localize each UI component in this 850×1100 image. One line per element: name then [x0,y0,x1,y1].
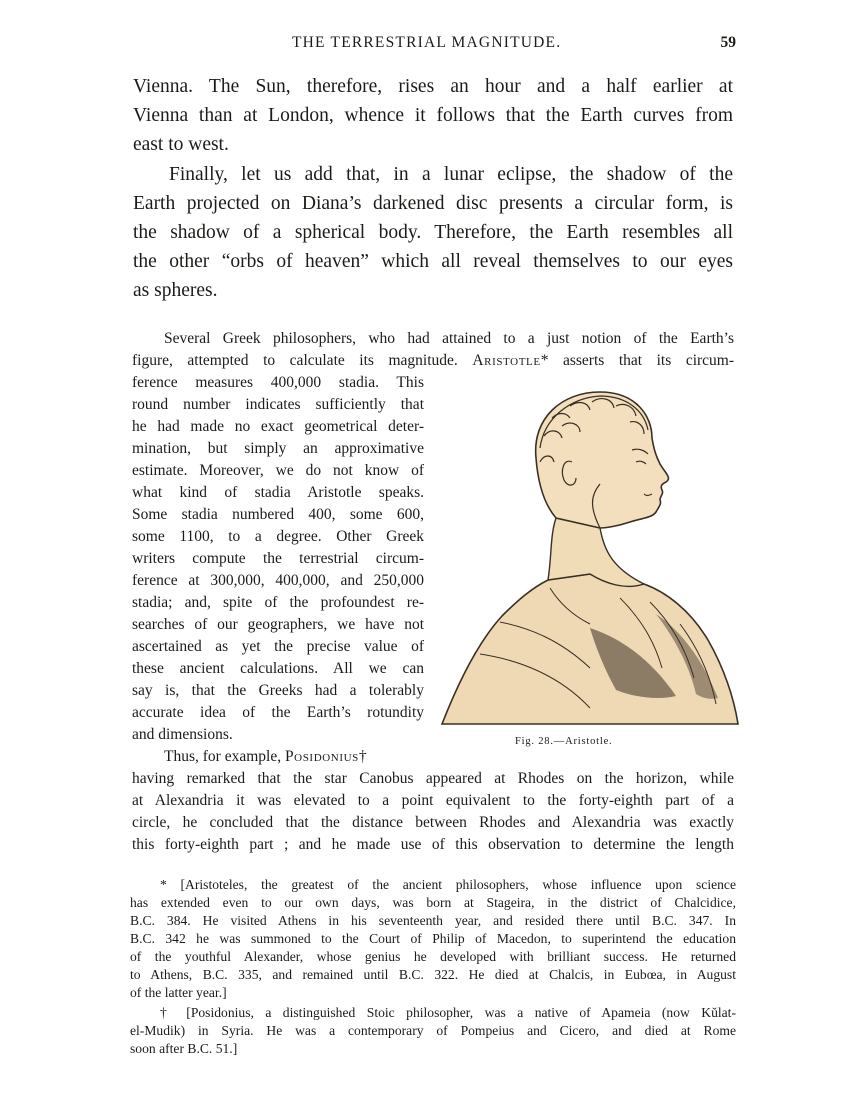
para2-line-1: Finally, let us add that, in a lunar eclipse, the shadow of the [169,164,733,185]
para3-col-line-7: Some stadia numbered 400, some 600, [132,506,424,523]
para3-col-line-14: these ancient calculations. All we can [132,660,424,677]
para3-col-line-17: and dimensions. [132,726,233,743]
para4-line-5: this forty-eighth part ; and he made use of this observation to determine the length [132,836,734,853]
para3-col-line-3: he had made no exact geometrical deter- [132,418,424,435]
para3-col-line-8: some 1100, to a degree. Other Greek [132,528,424,545]
footnote1-line-3: B.C. 384. He visited Athens in his seventeenth year, and resided there until B.C. 347. In [130,913,736,928]
para4-line-4: circle, he concluded that the distance between Rhodes and Alexandria was exactly [132,814,734,831]
footnote1-line-1: * [Aristoteles, the greatest of the ancient philosophers, whose influence upon science [160,877,736,892]
figure-caption: Fig. 28.—Aristotle. [515,736,613,747]
para3-line-2 [132,350,734,372]
para3-col-line-2: round number indicates sufficiently that [132,396,424,413]
footnote1-line-5: of the youthful Alexander, whose genius he developed with brilliant success. He returned [130,949,736,964]
para3-col-line-5: estimate. Moreover, we do not know of [132,462,424,479]
footnote1-line-7: of the latter year.] [130,985,227,1000]
para2-line-5: as spheres. [133,280,218,301]
aristotle-bust-figure [440,378,740,730]
aristotle-name: Aristotle [472,352,541,369]
footnote1-line-2: has extended even to our own days, was born at Stageira, in the district of Chalcidice, [130,895,736,910]
bust-drapery [442,574,738,724]
page-number: 59 [720,34,736,51]
para3-line-1: Several Greek philosophers, who had attained to a just notion of the Earth’s [164,330,734,347]
para1-line-3: east to west. [133,134,229,155]
aristotle-bust-illustration [440,378,740,730]
para3-col-line-1: ference measures 400,000 stadia. This [132,374,424,391]
para3-col-line-16: accurate idea of the Earth’s rotundity [132,704,424,721]
para2-line-2: Earth projected on Diana’s darkened disc presents a circular form, is [133,193,733,214]
para4-start: Thus, for example, [164,748,282,765]
bust-head [536,392,669,528]
para3-col-line-13: ascertained as yet the precise value of [132,638,424,655]
para4-line-3: at Alexandria it was elevated to a point equivalent to the forty-eighth part of a [132,792,734,809]
para3-line-2-end: * asserts that its circum- [540,352,735,369]
para4-line-1 [132,746,424,768]
para1-line-2: Vienna than at London, whence it follows that the Earth curves from [133,105,733,126]
footnote1-line-4: B.C. 342 he was summoned to the Court of Philip of Macedon, to superintend the education [130,931,736,946]
footnote2-line-1: † [Posidonius, a distinguished Stoic philosopher, was a native of Apameia (now Kŭlat- [160,1005,736,1020]
para3-col-line-6: what kind of stadia Aristotle speaks. [132,484,424,501]
running-title: THE TERRESTRIAL MAGNITUDE. [292,34,562,51]
posidonius-name: Posidonius [284,748,359,765]
para2-line-3: the shadow of a spherical body. Therefore, the Earth resembles all [133,222,733,243]
para4-line-2: having remarked that the star Canobus appeared at Rhodes on the horizon, while [132,770,734,787]
footnote1-line-6: to Athens, B.C. 335, and remained until B.C. 322. He died at Chalcis, in Eubœa, in August [130,967,736,982]
para3-col-line-9: writers compute the terrestrial circum- [132,550,424,567]
bust-neck [548,518,644,586]
para3-col-line-15: say is, that the Greeks had a tolerably [132,682,424,699]
footnote2-line-3: soon after B.C. 51.] [130,1041,238,1056]
para3-col-line-12: searches of our geographers, we have not [132,616,424,633]
footnote2-line-2: el-Mudik) in Syria. He was a contemporary of Pompeius and Cicero, and died at Rome [130,1023,736,1038]
para3-col-line-4: mination, but simply an approximative [132,440,424,457]
para4-dagger: † [358,748,367,765]
running-head [132,34,736,56]
para1-line-1: Vienna. The Sun, therefore, rises an hour and a half earlier at [133,76,733,97]
para3-col-line-10: ference at 300,000, 400,000, and 250,000 [132,572,424,589]
para3-line-2-start: figure, attempted to calculate its magnitude. [132,352,458,369]
para3-col-line-11: stadia; and, spite of the profoundest re- [132,594,424,611]
para2-line-4: the other “orbs of heaven” which all reveal themselves to our eyes [133,251,733,272]
